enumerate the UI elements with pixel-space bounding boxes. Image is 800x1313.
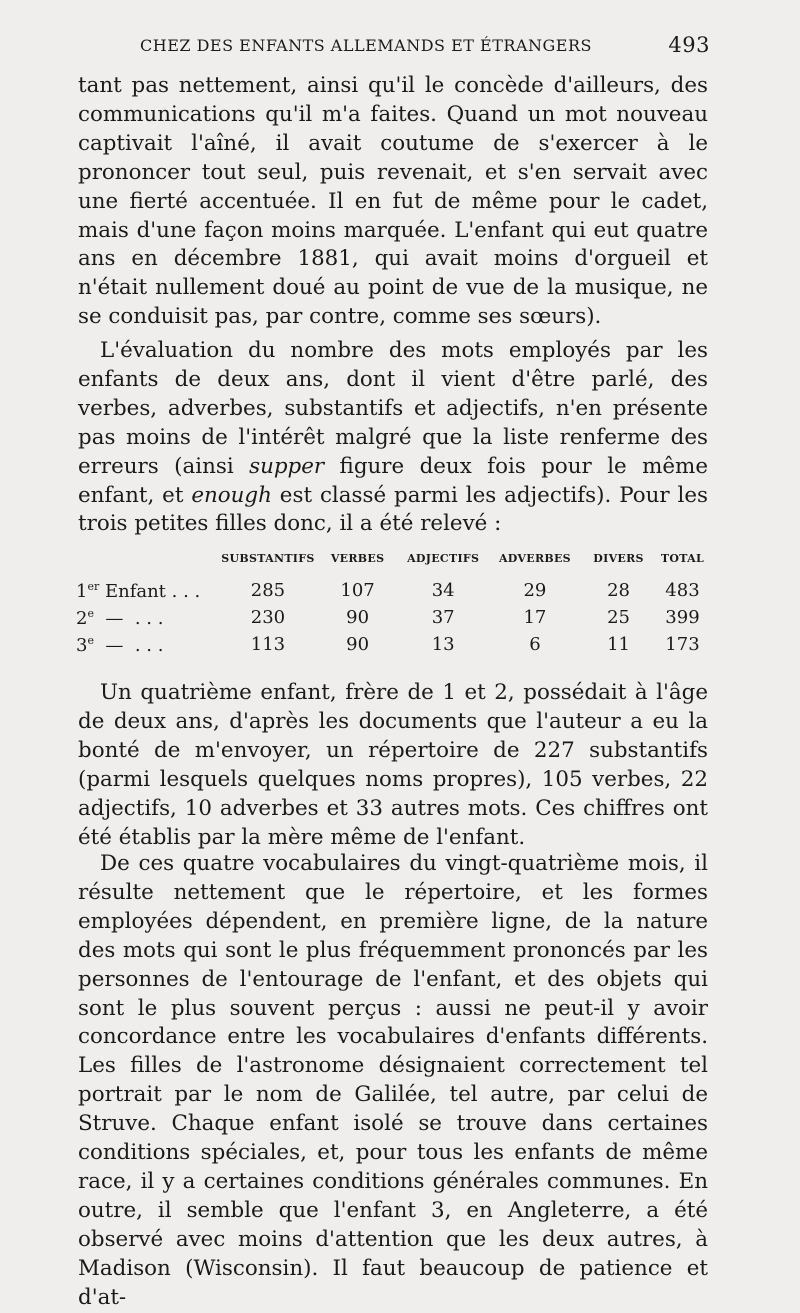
cell-substantifs: 285 <box>250 580 286 601</box>
cell-verbes: 107 <box>340 580 375 601</box>
cell-total: 483 <box>665 580 700 601</box>
paragraph-4: De ces quatre vocabulaires du vingt-quatrième mois, il résulte nettement que le répertoire, et les formes employées dépendent, en première ligne, de la nature des mots qui sont le plus fréquemment prononcés par les personnes de l'entourage de l'enfant, et des objets qui sont le plus souvent perçus : aussi ne peut-il y avoir concordance entre les vocabulaires d'enfants différents. Les filles de l'astronome désignaient correctement tel portrait par le nom de Galilée, tel autre, par celui de Struve. Chaque enfant isolé se trouve dans certaines conditions spéciales, et, pour tous les enfants de même race, il y a certaines conditions générales communes. En outre, il semble que l'enfant 3, en Angleterre, a été observé avec moins d'attention que les deux autres, à Madison (Wisconsin). Il faut beaucoup de patience et d'at- <box>78 851 708 1310</box>
word-enough: enough <box>191 482 272 508</box>
table-header-row <box>76 552 712 577</box>
cell-divers: 28 <box>607 580 630 601</box>
paragraph-3: Un quatrième enfant, frère de 1 et 2, possédait à l'âge de deux ans, d'après les documents que l'auteur a eu la bonté de m'envoyer, un répertoire de 227 substantifs (parmi lesquels quelques noms propres), 105 verbes, 22 adjectifs, 10 adverbes et 33 autres mots. Ces chiffres ont été établis par la mère même de l'enfant. <box>78 680 708 850</box>
vocabulary-table <box>76 552 712 658</box>
cell-adverbes: 6 <box>529 634 541 655</box>
cell-divers: 25 <box>607 607 630 628</box>
paragraph-2-part-3: est classé parmi les adjectifs). Pour les trois petites filles donc, il a été relevé : <box>78 482 708 537</box>
paragraph-2-part-1: L'évaluation du nombre des mots employés par les enfants de deux ans, dont il vient d'être parlé, des verbes, adverbes, substantifs et adjectifs, n'en présente pas moins de l'intérêt malgré que la liste renferme des erreurs (ainsi <box>78 338 708 479</box>
cell-adverbes: 17 <box>523 607 547 628</box>
table-header-empty <box>76 552 221 577</box>
row-label: 3e — . . . <box>76 633 164 656</box>
header-adjectifs: ADJECTIFS <box>407 552 480 565</box>
cell-adjectifs: 34 <box>431 580 455 601</box>
header-divers: DIVERS <box>593 552 644 565</box>
table-row <box>76 577 712 604</box>
cell-total: 399 <box>665 607 700 628</box>
paragraph-2-part-2: figure deux fois pour le même enfant, et <box>78 453 708 508</box>
cell-divers: 11 <box>607 634 630 655</box>
page-number: 493 <box>668 33 710 57</box>
cell-adjectifs: 37 <box>431 607 455 628</box>
cell-total: 173 <box>665 634 700 655</box>
header-substantifs: SUBSTANTIFS <box>221 552 315 565</box>
cell-adverbes: 29 <box>523 580 547 601</box>
cell-verbes: 90 <box>346 607 370 628</box>
row-label: 2e — . . . <box>76 606 164 629</box>
paragraph-2 <box>78 337 708 539</box>
cell-adjectifs: 13 <box>431 634 455 655</box>
cell-verbes: 90 <box>346 634 370 655</box>
table-row <box>76 631 712 658</box>
header-adverbes: ADVERBES <box>498 552 571 565</box>
paragraph-1: tant pas nettement, ainsi qu'il le concède d'ailleurs, des communications qu'il m'a faites. Quand un mot nouveau captivait l'aîné, il avait coutume de s'exercer à le prononcer tout seul, puis revenait, et s'en servait avec une fierté accentuée. Il en fut de même pour le cadet, mais d'une façon moins marquée. L'enfant qui eut quatre ans en décembre 1881, qui avait moins d'orgueil et n'était nullement doué au point de vue de la musique, ne se conduisit pas, par contre, comme ses sœurs). <box>78 73 708 330</box>
row-label: 1er Enfant . . . <box>76 579 201 602</box>
cell-substantifs: 230 <box>250 607 286 628</box>
word-supper: supper <box>249 453 325 479</box>
header-total: TOTAL <box>660 552 705 565</box>
table-row <box>76 604 712 631</box>
running-title: CHEZ DES ENFANTS ALLEMANDS ET ÉTRANGERS <box>140 36 592 55</box>
cell-substantifs: 113 <box>250 634 286 655</box>
header-verbes: VERBES <box>330 552 385 565</box>
